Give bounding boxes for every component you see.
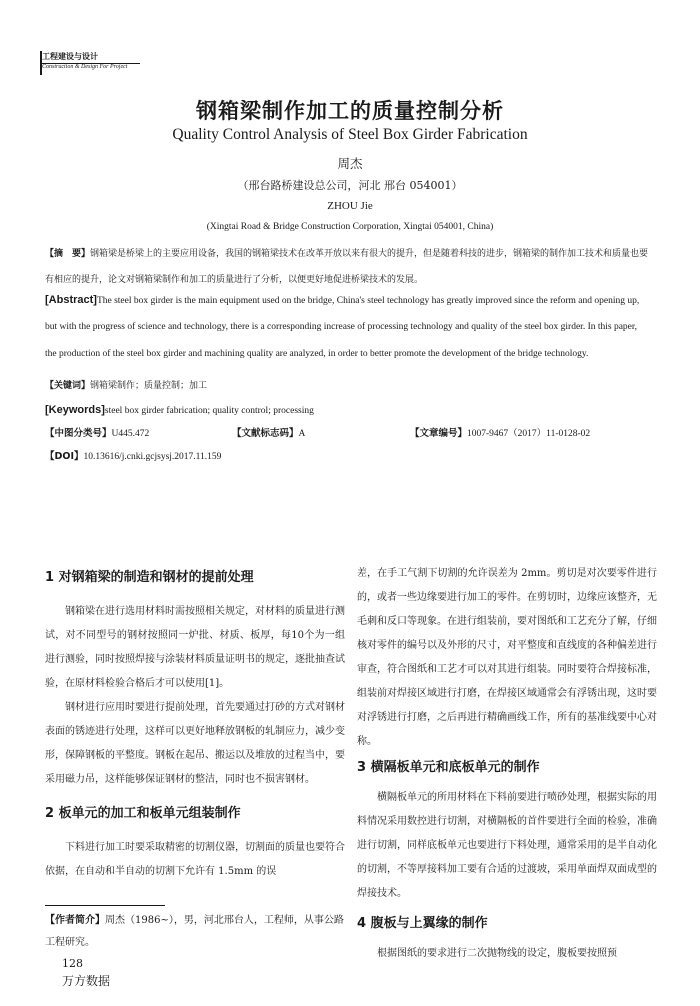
footnote-label: 【作者简介】 <box>45 915 105 926</box>
section-heading-3: 3 横隔板单元和底板单元的制作 <box>357 760 540 775</box>
paper-title-en: Quality Control Analysis of Steel Box Girder Fabrication <box>172 126 528 143</box>
affiliation-cn: （邢台路桥建设总公司，河北 邢台 054001） <box>237 179 463 192</box>
keywords-en-text: steel box girder fabrication; quality control; processing <box>104 406 314 416</box>
paragraph: 差，在手工气割下切割的允许误差为 2mm。剪切是对次要零件进行的，或者一些边缘要进行加工的零件。在剪切时，边缘应该整齐，无毛刺和反口等现象。在进行组装前，要对图纸和工艺充分了解，仔细核对零件的编号以及外形的尺寸，对平整度和直线度的各种偏差进行审查，符合图纸和工艺才可以对其进行组装。同时要符合焊接标准，组装前对焊接区域进行打磨，在焊接区域通常会有浮锈出现，这时要对浮锈进行打磨，之后再进行精确画线工作，所有的基准线要中心对称。 <box>357 568 657 747</box>
section-heading-4: 4 腹板与上翼缘的制作 <box>357 916 488 931</box>
abstract-en-text: The steel box girder is the main equipment used on the bridge, China's steel technology has greatly improved since the reform and opening up, but with the progress of science and technology, there is a corresponding increase of processing technology and quality of the steel box girder. In this paper, the production of the steel box girder and machining quality are analyzed, in order to better promote the development of the bridge technology. <box>45 296 640 359</box>
keywords-cn <box>45 373 651 399</box>
doi-label: 【DOI】 <box>45 451 84 462</box>
abstract-en-label: [Abstract] <box>45 294 97 306</box>
article-number: 【文章编号】1007-9467（2017）11-0128-02 <box>410 428 591 439</box>
document-code: 【文献标志码】A <box>232 428 306 439</box>
page-number: 128 <box>62 957 83 970</box>
doi-row <box>45 444 651 470</box>
journal-name-cn: 工程建设与设计 <box>42 52 98 61</box>
keywords-cn-label: 【关键词】 <box>45 381 91 391</box>
keywords-cn-text: 钢箱梁制作；质量控制；加工 <box>90 381 208 391</box>
classification-code: 【中图分类号】U445.472 <box>45 428 150 439</box>
section-heading-1: 1 对钢箱梁的制造和钢材的提前处理 <box>45 570 254 585</box>
abstract-cn-label: 【摘 要】 <box>45 249 91 259</box>
right-column <box>357 562 657 966</box>
author-footnote <box>45 910 345 954</box>
author-name-en: ZHOU Jie <box>327 200 373 212</box>
author-name-cn: 周杰 <box>337 156 363 171</box>
paragraph: 横隔板单元的所用材料在下料前要进行喷砂处理，根据实际的用料情况采用数控进行切割，对横隔板的首件要进行全面的检验，准确进行切割，同样底板单元也要进行下料处理，通常采用的是半自动化的切割，不等厚接料加工要有合适的过渡坡，采用单面焊双面成型的焊接技术。 <box>357 792 657 899</box>
journal-header <box>42 53 127 70</box>
header-rule <box>40 63 140 64</box>
footnote-text: 周杰（1986~），男，河北邢台人，工程师，从事公路工程研究。 <box>45 915 344 948</box>
paragraph: 钢箱梁在进行选用材料时需按照相关规定，对材料的质量进行测试，对不同型号的钢材按照同一炉批、材质、板厚，每10个为一组进行测验，同时按照焊接与涂装材料质量证明书的规定，逐批抽查试验，在原材料检验合格后才可以使用[1]。 <box>45 606 345 689</box>
affiliation-en: (Xingtai Road & Bridge Construction Corporation, Xingtai 054001, China) <box>206 222 494 232</box>
keywords-en-label: [Keywords] <box>45 404 105 416</box>
abstract-cn <box>45 241 651 293</box>
site-name: 万方数据 <box>62 974 111 988</box>
footnote-rule <box>45 905 165 906</box>
paragraph: 钢材进行应用时要进行提前处理，首先要通过打砂的方式对钢材表面的锈迹进行处理，这样可以更好地释放钢板的轧制应力，减少变形，保障钢板的平整度。钢板在起吊、搬运以及堆放的过程当中，要采用磁力吊，这样能够保证钢材的整洁，同时也不损害钢材。 <box>45 702 345 785</box>
paper-title-cn: 钢箱梁制作加工的质量控制分析 <box>196 99 504 123</box>
abstract-en <box>45 287 651 367</box>
abstract-cn-text: 钢箱梁是桥梁上的主要应用设备，我国的钢箱梁技术在改革开放以来有很大的提升，但是随着科技的进步，钢箱梁的制作加工技术和质量也要有相应的提升，论文对钢箱梁制作和加工的质量进行了分析，以便更好地促进桥梁技术的发展。 <box>45 249 649 285</box>
paragraph: 根据图纸的要求进行二次抛物线的设定，腹板要按照预 <box>377 948 617 959</box>
section-heading-2: 2 板单元的加工和板单元组装制作 <box>45 806 241 821</box>
left-column <box>45 566 345 884</box>
paragraph: 下料进行加工时要采取精密的切割仪器，切割面的质量也要符合依据，在自动和半自动的切割下允许有 1.5mm 的误 <box>45 842 345 877</box>
doi-link[interactable]: 10.13616/j.cnki.gcjsysj.2017.11.159 <box>83 452 222 462</box>
journal-name-en: Construction & Design For Project <box>42 64 128 70</box>
